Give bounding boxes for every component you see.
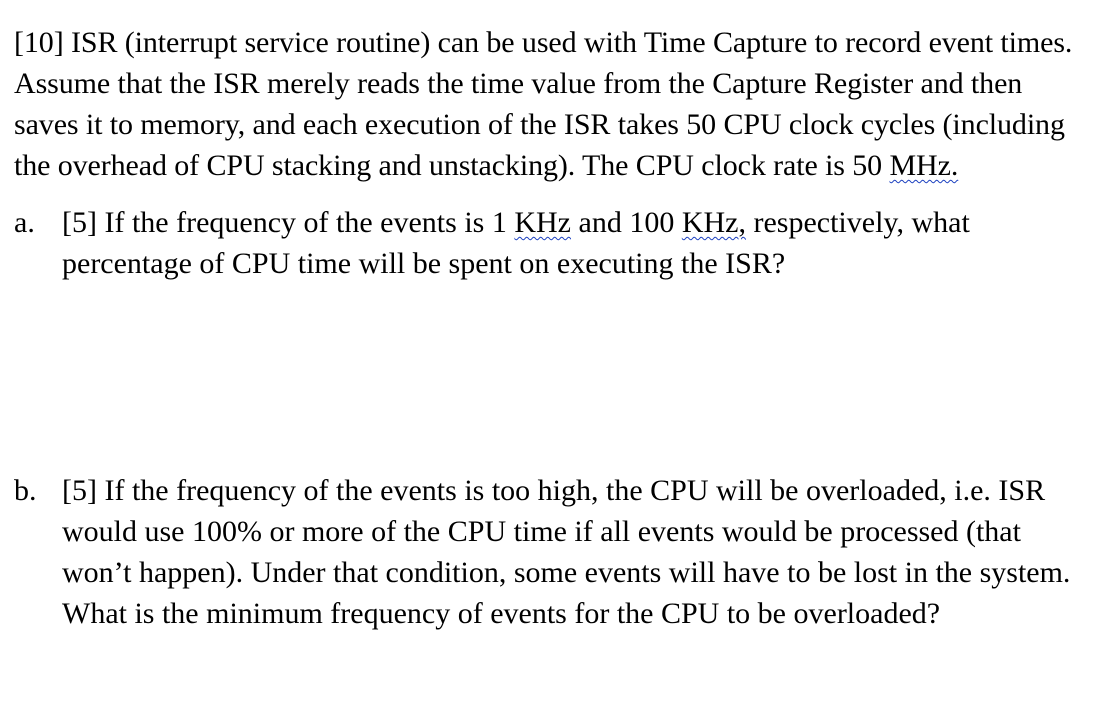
- question-a-text-3: respectively, what percentage of CPU time will be spent on executing the ISR?: [62, 206, 970, 280]
- question-a-letter: a.: [14, 206, 35, 239]
- problem-intro: [14, 22, 1090, 186]
- question-a-text-1: [5] If the frequency of the events is 1: [62, 206, 515, 239]
- question-a-unit-1: KHz: [514, 206, 571, 239]
- question-a-text-2: and 100: [571, 206, 682, 239]
- document-body: [14, 22, 1090, 634]
- question-b: [14, 470, 1090, 634]
- question-a: [14, 202, 1090, 284]
- question-a-text: [62, 202, 1090, 284]
- intro-unit-mhz: MHz.: [889, 149, 959, 182]
- question-a-unit-2: KHz,: [681, 206, 746, 239]
- intro-text: [10] ISR (interrupt service routine) can be used with Time Capture to record event times. Assume that the ISR merely reads the time value from the Capture Register and then saves it to memory, and each execution of the ISR takes 50 CPU clock cycles (including the overhead of CPU stacking and unstacking). The CPU clock rate is 50: [14, 26, 1073, 182]
- question-b-letter: b.: [14, 474, 37, 507]
- question-b-text: [5] If the frequency of the events is too high, the CPU will be overloaded, i.e. ISR would use 100% or more of the CPU time if all events would be processed (that won’t happen). Under that condition, some events will have to be lost in the system. What is the minimum frequency of events for the CPU to be overloaded?: [62, 474, 1071, 630]
